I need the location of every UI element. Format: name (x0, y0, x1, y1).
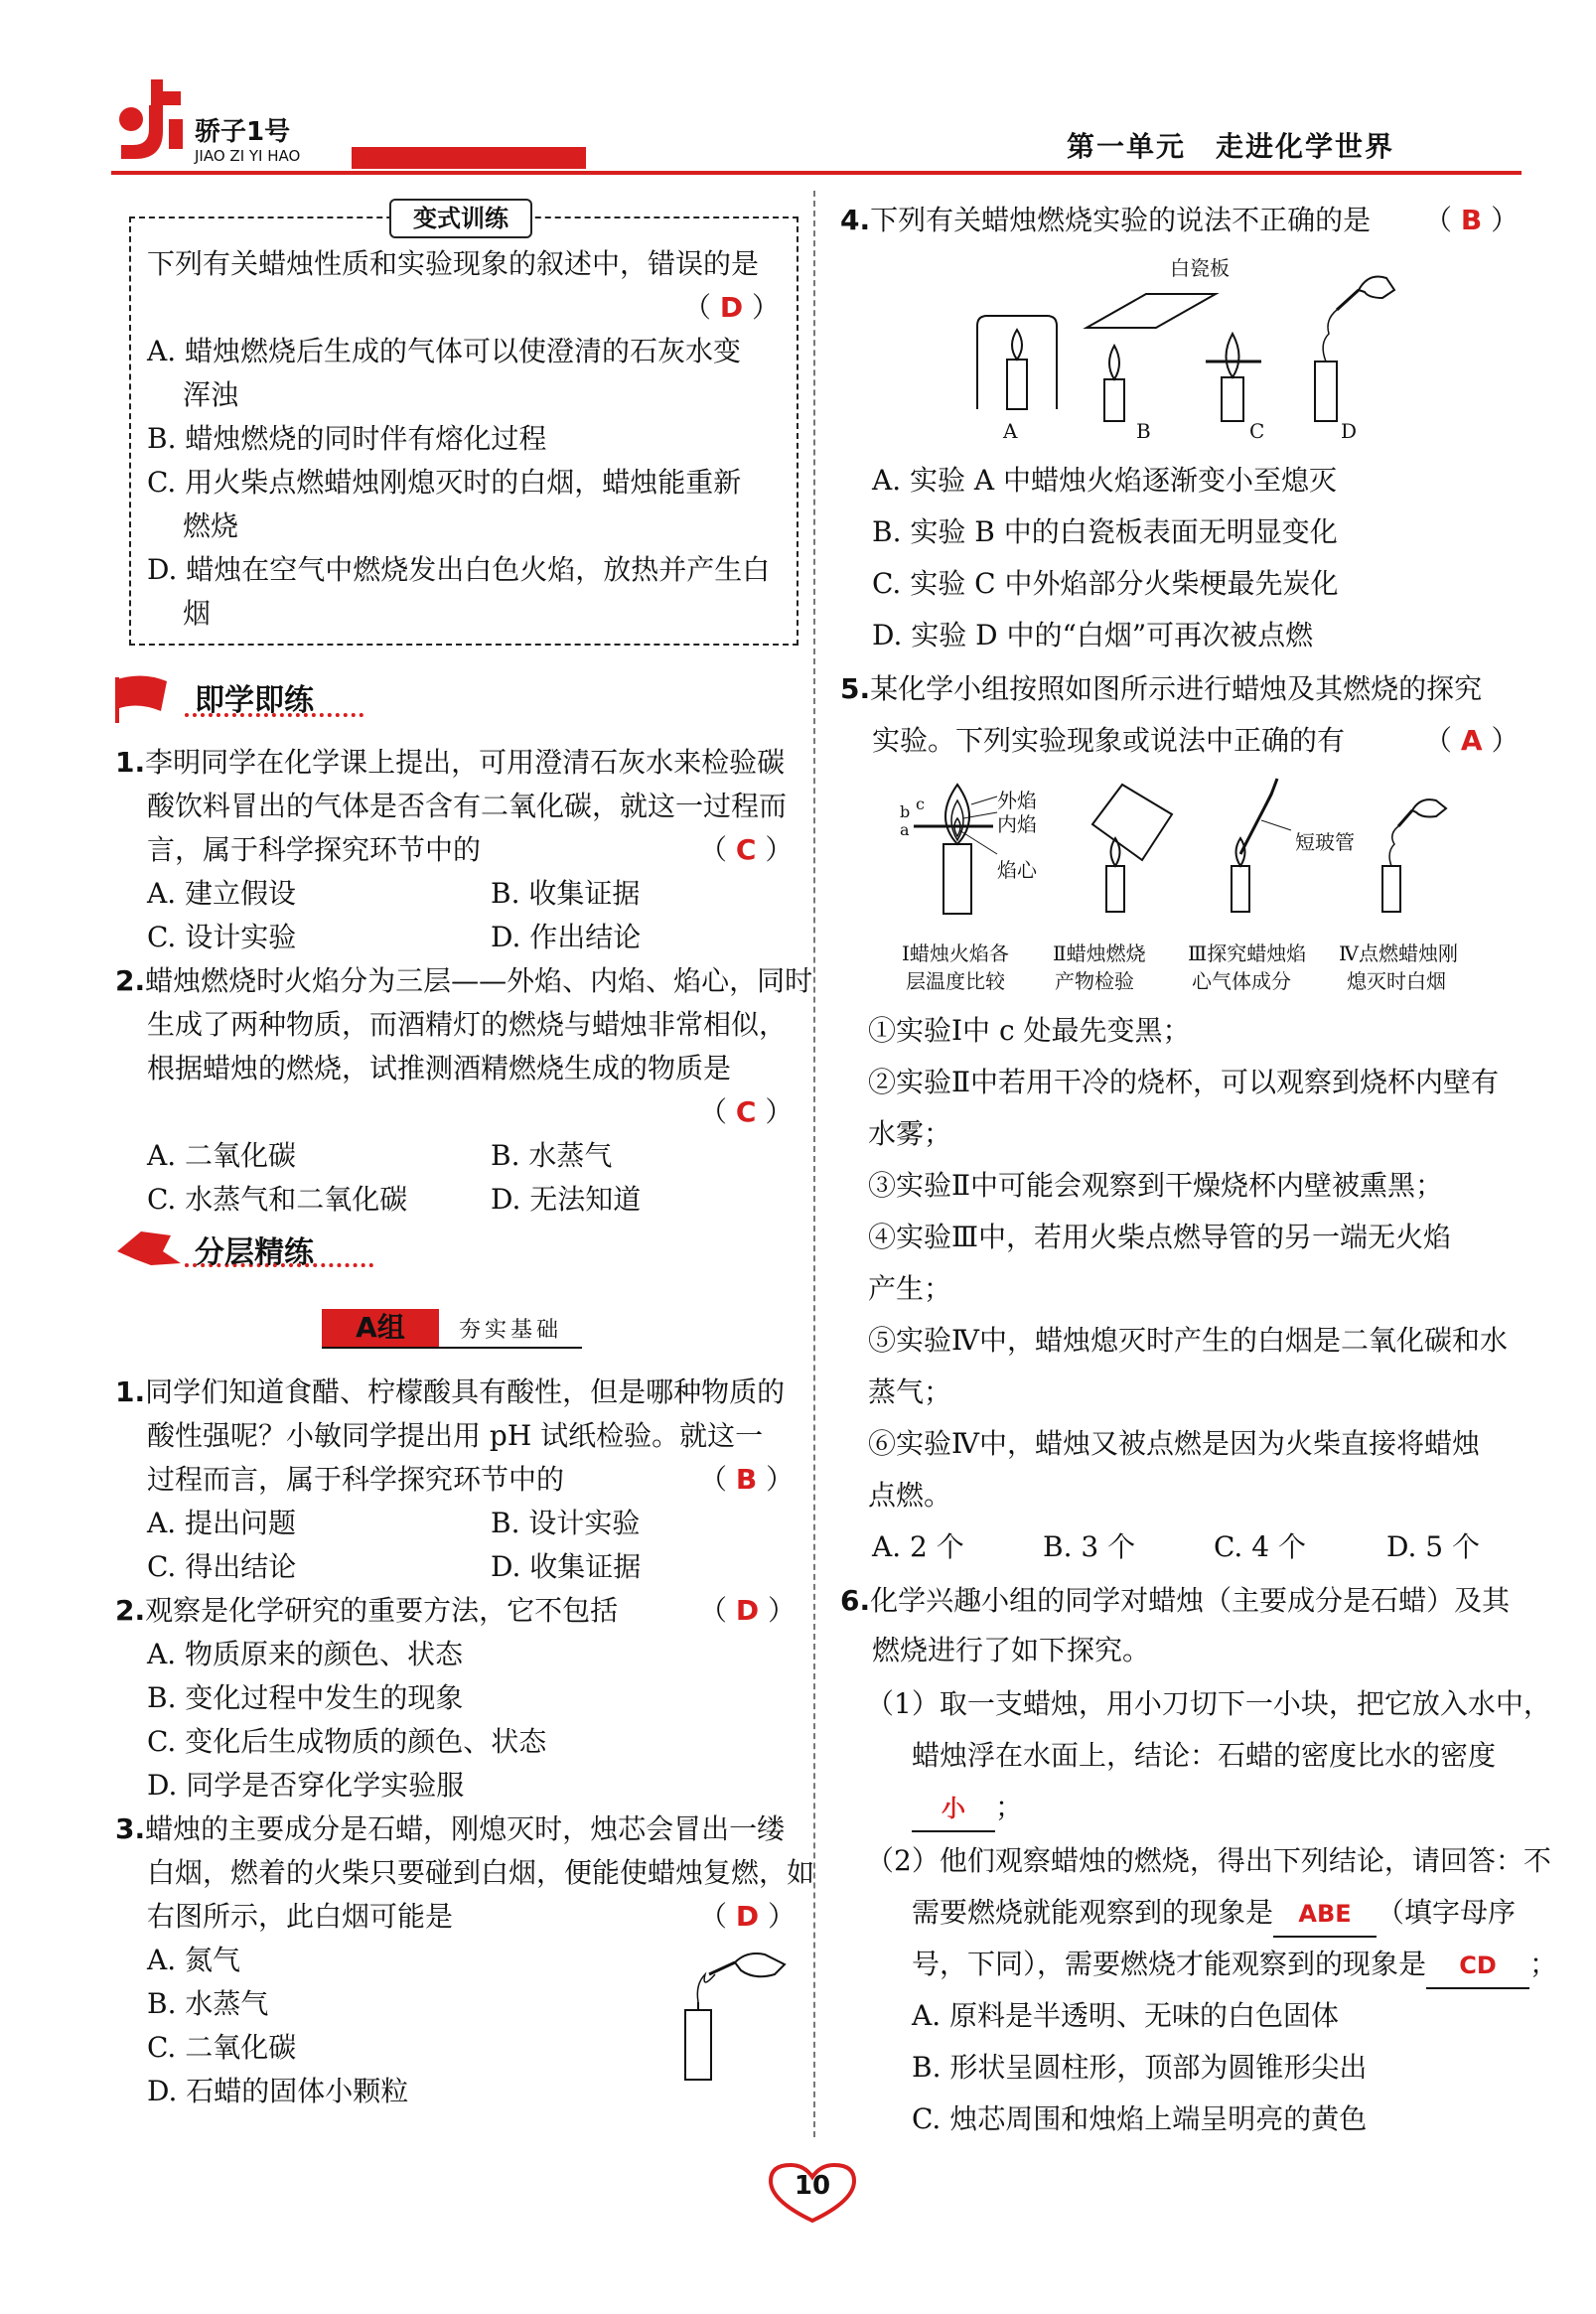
fc-q1-line2: 酸性强呢？小敏同学提出用 pH 试纸检验。就这一 (147, 1419, 764, 1452)
fc-q3-opt-d: D. 石蜡的固体小颗粒 (147, 2075, 409, 2107)
fc-q1-opt-a: A. 提出问题 (147, 1507, 297, 1539)
variant-opt-c: C. 用火柴点燃蜡烛刚熄灭时的白烟，蜡烛能重新 (147, 466, 742, 499)
jixue-q2-answer: （ C ） (699, 1095, 794, 1128)
q5-line2: 实验。下列实验现象或说法中正确的有 (872, 724, 1346, 757)
header-red-bar (352, 147, 586, 169)
fc-q2-opt-a: A. 物质原来的颜色、状态 (147, 1638, 464, 1670)
q5-label-tube: 短玻管 (1295, 830, 1355, 854)
q4-plate-label: 白瓷板 (1170, 256, 1230, 280)
fc-q3-opt-c: C. 二氧化碳 (147, 2031, 297, 2064)
q6-p2-line1: （2）他们观察蜡烛的燃烧，得出下列结论，请回答：不 (866, 1844, 1551, 1877)
q4-stem: 4.下列有关蜡烛燃烧实验的说法不正确的是 (840, 204, 1372, 236)
fc-q1-opt-b: B. 设计实验 (491, 1507, 641, 1539)
jixue-q1-answer: （ C ） (699, 833, 794, 866)
jixue-q1-line1: 1.李明同学在化学课上提出，可用澄清石灰水来检验碳 (115, 746, 786, 779)
fc-q2-answer: （ D ） (699, 1594, 797, 1627)
q5-experiment-figure (894, 775, 1450, 924)
q4-answer: （ B ） (1424, 204, 1520, 236)
q6-p2-line2: 需要燃烧就能观察到的现象是 ABE （填字母序 (912, 1891, 1516, 1938)
q6-opt-c: C. 烛芯周围和烛焰上端呈明亮的黄色 (912, 2102, 1368, 2135)
variant-opt-a: A. 蜡烛燃烧后生成的气体可以使澄清的石灰水变 (147, 335, 742, 367)
fc-q3-opt-a: A. 氮气 (147, 1944, 241, 1976)
q6-p2-answer-1: ABE (1273, 1892, 1377, 1938)
fc-q2-opt-d: D. 同学是否穿化学实验服 (147, 1769, 465, 1802)
q4-opt-c: C. 实验 C 中外焰部分火柴梗最先炭化 (872, 567, 1339, 600)
q5-opt-a: A. 2 个 (872, 1530, 964, 1563)
q4-opt-a: A. 实验 A 中蜡烛火焰逐渐变小至熄灭 (872, 464, 1338, 497)
q5-item-5-cont: 蒸气； (868, 1375, 952, 1408)
jixue-q2-opt-c: C. 水蒸气和二氧化碳 (147, 1183, 408, 1216)
q5-label-a: a (900, 820, 910, 839)
q5-cap1-l1: Ⅰ蜡烛火焰各 (902, 941, 1009, 965)
q6-p1-line2: 蜡烛浮在水面上，结论：石蜡的密度比水的密度 (912, 1739, 1497, 1772)
jixue-q1-opt-c: C. 设计实验 (147, 921, 297, 953)
jixue-q1-opt-b: B. 收集证据 (491, 877, 641, 910)
q5-label-core: 焰心 (997, 858, 1037, 882)
jixue-title: 即学即练 (195, 683, 314, 718)
fc-q2-opt-b: B. 变化过程中发生的现象 (147, 1681, 464, 1714)
q5-cap3-l1: Ⅲ探究蜡烛焰 (1188, 941, 1307, 965)
jixue-q2-line1: 2.蜡烛燃烧时火焰分为三层——外焰、内焰、焰心，同时 (115, 964, 813, 997)
q5-item-6-cont: 点燃。 (868, 1479, 952, 1512)
header-rule (111, 171, 1522, 175)
q5-item-3: ③实验Ⅱ中可能会观察到干燥烧杯内壁被熏黑； (868, 1169, 1444, 1202)
q5-cap4-l1: Ⅳ点燃蜡烛刚 (1339, 941, 1458, 965)
q5-item-4-cont: 产生； (868, 1272, 952, 1305)
q4-opt-d: D. 实验 D 中的“白烟”可再次被点燃 (872, 619, 1314, 651)
q6-p1-answer: 小 (912, 1787, 995, 1832)
q5-cap2-l1: Ⅱ蜡烛燃烧 (1053, 941, 1146, 965)
q5-item-1: ①实验Ⅰ中 c 处最先变黑； (868, 1014, 1191, 1047)
q5-cap2-l2: 产物检验 (1055, 969, 1134, 993)
brand-name: 骄子1号 (195, 117, 291, 147)
fc-q1-line3: 过程而言，属于科学探究环节中的 (147, 1463, 565, 1496)
q6-p2-answer-2: CD (1426, 1944, 1529, 1989)
variant-answer: （ D ） (683, 291, 781, 324)
group-a-sub: 夯实基础 (459, 1318, 563, 1343)
fenceng-title: 分层精练 (195, 1235, 314, 1270)
q4-fig-c: C (1249, 419, 1265, 443)
q6-p1-line1: （1）取一支蜡烛，用小刀切下一小块，把它放入水中， (866, 1687, 1551, 1720)
runner-icon (111, 1222, 191, 1275)
jixue-q1-line2: 酸饮料冒出的气体是否含有二氧化碳，就这一过程而 (147, 790, 788, 822)
q5-label-outer: 外焰 (997, 789, 1037, 812)
q4-opt-b: B. 实验 B 中的白瓷板表面无明显变化 (872, 515, 1338, 548)
q5-cap4-l2: 熄灭时白烟 (1347, 969, 1446, 993)
fc-q3-line1: 3.蜡烛的主要成分是石蜡，刚熄灭时，烛芯会冒出一缕 (115, 1812, 786, 1845)
flag-icon (113, 671, 193, 725)
candle-relight-figure (675, 1945, 795, 2084)
variant-stem: 下列有关蜡烛性质和实验现象的叙述中，错误的是 (147, 247, 760, 280)
fc-q2-opt-c: C. 变化后生成物质的颜色、状态 (147, 1725, 547, 1758)
variant-training-title: 变式训练 (389, 199, 532, 238)
q5-line1: 5.某化学小组按照如图所示进行蜡烛及其燃烧的探究 (840, 672, 1483, 705)
jixue-q1-opt-d: D. 作出结论 (491, 921, 642, 953)
page-number: 10 (794, 2171, 831, 2201)
q5-label-inner: 内焰 (997, 812, 1037, 836)
fc-q1-opt-d: D. 收集证据 (491, 1550, 642, 1583)
jixue-q1-line3: 言，属于科学探究环节中的 (147, 833, 482, 866)
variant-opt-d: D. 蜡烛在空气中燃烧发出白色火焰，放热并产生白 (147, 553, 771, 586)
jixue-q2-line2: 生成了两种物质，而酒精灯的燃烧与蜡烛非常相似， (147, 1008, 788, 1041)
q5-cap1-l2: 层温度比较 (906, 969, 1005, 993)
q5-item-5: ⑤实验Ⅳ中，蜡烛熄灭时产生的白烟是二氧化碳和水 (868, 1324, 1508, 1357)
fc-q3-line3: 右图所示，此白烟可能是 (147, 1900, 454, 1933)
group-a-label: A组 (322, 1309, 439, 1347)
jixue-q1-opt-a: A. 建立假设 (147, 877, 297, 910)
q6-p1-answer-line: 小 ； (912, 1786, 1023, 1832)
fc-q3-answer: （ D ） (699, 1900, 797, 1933)
q5-label-b: b (900, 802, 911, 821)
q6-opt-a: A. 原料是半透明、无味的白色固体 (912, 1999, 1340, 2032)
fc-q3-opt-b: B. 水蒸气 (147, 1987, 269, 2020)
q5-item-6: ⑥实验Ⅳ中，蜡烛又被点燃是因为火柴直接将蜡烛 (868, 1427, 1480, 1460)
q6-opt-b: B. 形状呈圆柱形，顶部为圆锥形尖出 (912, 2051, 1368, 2084)
group-a-rule (322, 1347, 582, 1349)
q5-opt-b: B. 3 个 (1043, 1530, 1136, 1563)
variant-opt-b: B. 蜡烛燃烧的同时伴有熔化过程 (147, 422, 547, 455)
fc-q2-stem: 2.观察是化学研究的重要方法，它不包括 (115, 1594, 619, 1627)
column-divider (813, 191, 815, 2137)
brand-logo-icon (111, 72, 191, 171)
q5-item-2: ②实验Ⅱ中若用干冷的烧杯，可以观察到烧杯内壁有 (868, 1066, 1500, 1098)
variant-opt-d-cont: 烟 (183, 597, 212, 630)
q5-opt-c: C. 4 个 (1214, 1530, 1306, 1563)
variant-opt-a-cont: 浑浊 (183, 378, 239, 411)
q4-fig-b: B (1136, 419, 1151, 443)
q5-opt-d: D. 5 个 (1386, 1530, 1480, 1563)
fc-q3-line2: 白烟，燃着的火柴只要碰到白烟，便能使蜡烛复燃，如 (147, 1856, 815, 1889)
q5-label-c: c (916, 795, 925, 813)
header (0, 0, 1596, 189)
fc-q1-opt-c: C. 得出结论 (147, 1550, 297, 1583)
q5-cap3-l2: 心气体成分 (1192, 969, 1291, 993)
fc-q1-line1: 1.同学们知道食醋、柠檬酸具有酸性，但是哪种物质的 (115, 1375, 786, 1408)
brand-pinyin: JIAO ZI YI HAO (195, 147, 301, 165)
q4-fig-a: A (1003, 419, 1018, 443)
q6-line1: 6.化学兴趣小组的同学对蜡烛（主要成分是石蜡）及其 (840, 1584, 1511, 1617)
fc-q1-answer: （ B ） (699, 1463, 795, 1496)
jixue-q2-opt-d: D. 无法知道 (491, 1183, 642, 1216)
q5-item-2-cont: 水雾； (868, 1117, 952, 1150)
q6-line2: 燃烧进行了如下探究。 (872, 1634, 1151, 1666)
unit-title: 第一单元 走进化学世界 (1067, 130, 1395, 163)
variant-opt-c-cont: 燃烧 (183, 509, 239, 542)
q5-answer: （ A ） (1424, 724, 1520, 757)
jixue-q2-opt-b: B. 水蒸气 (491, 1139, 613, 1172)
jixue-q2-line3: 根据蜡烛的燃烧，试推测酒精燃烧生成的物质是 (147, 1052, 732, 1085)
q4-fig-d: D (1341, 419, 1358, 443)
q5-item-4: ④实验Ⅲ中，若用火柴点燃导管的另一端无火焰 (868, 1221, 1452, 1253)
q6-p2-line3: 号，下同），需要燃烧才能观察到的现象是 CD ； (912, 1943, 1557, 1989)
jixue-q2-opt-a: A. 二氧化碳 (147, 1139, 297, 1172)
